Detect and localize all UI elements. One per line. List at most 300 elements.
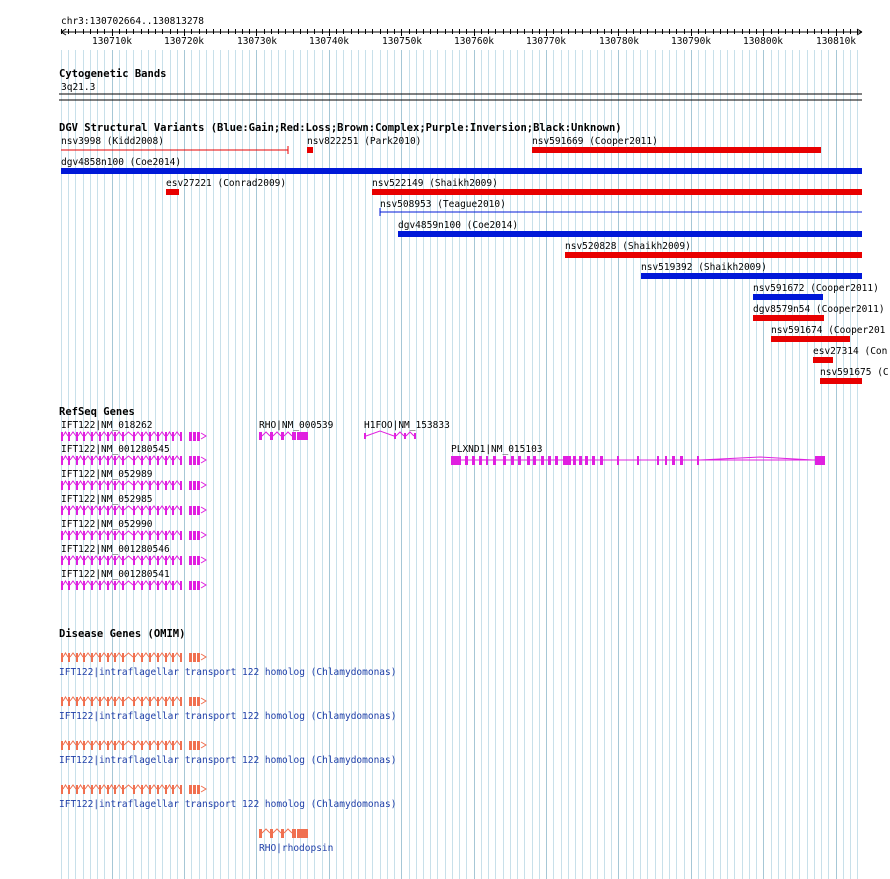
exon bbox=[617, 456, 619, 465]
exon bbox=[259, 829, 262, 838]
exon bbox=[197, 506, 200, 515]
exon bbox=[107, 556, 109, 565]
intron bbox=[124, 556, 133, 560]
exon bbox=[193, 581, 196, 590]
intron bbox=[135, 432, 141, 436]
exon bbox=[172, 653, 174, 662]
tick-label: 130760k bbox=[453, 36, 495, 47]
intron bbox=[93, 456, 99, 460]
exon bbox=[107, 785, 109, 794]
variant-label: nsv508953 (Teague2010) bbox=[380, 199, 506, 210]
intron bbox=[109, 506, 114, 510]
exon bbox=[107, 581, 109, 590]
exon bbox=[133, 581, 135, 590]
exon bbox=[76, 556, 78, 565]
exon bbox=[172, 456, 174, 465]
exon bbox=[149, 741, 151, 750]
dgv-variant[interactable] bbox=[307, 136, 421, 153]
exon bbox=[157, 556, 159, 565]
tick-label: 130770k bbox=[525, 36, 567, 47]
exon bbox=[141, 481, 143, 490]
exon bbox=[189, 432, 192, 441]
exon bbox=[76, 741, 78, 750]
track-title: Disease Genes (OMIM) bbox=[59, 628, 186, 640]
exon bbox=[189, 785, 192, 794]
exon bbox=[114, 481, 116, 490]
exon bbox=[99, 556, 101, 565]
intron bbox=[135, 531, 141, 535]
intron bbox=[109, 697, 114, 701]
track-title: DGV Structural Variants (Blue:Gain;Red:Loss;Brown:Complex;Purple:Inversion;Black:Unknown) bbox=[59, 122, 622, 134]
exon bbox=[83, 432, 85, 441]
intron bbox=[135, 741, 141, 745]
dgv-track[interactable] bbox=[59, 122, 889, 384]
tick-label: 130780k bbox=[598, 36, 640, 47]
exon bbox=[61, 506, 63, 515]
intron bbox=[124, 506, 133, 510]
exon bbox=[197, 697, 200, 706]
intron bbox=[63, 456, 68, 460]
dgv-variant[interactable] bbox=[372, 178, 862, 195]
intron bbox=[93, 653, 99, 657]
exon bbox=[197, 785, 200, 794]
exon bbox=[157, 653, 159, 662]
gene-label[interactable]: IFT122|intraflagellar transport 122 homolog (Chlamydomonas) bbox=[59, 667, 397, 678]
exon bbox=[83, 456, 85, 465]
intron bbox=[63, 506, 68, 510]
intron bbox=[124, 785, 133, 789]
intron bbox=[93, 697, 99, 701]
variant-bar bbox=[753, 294, 823, 300]
exon bbox=[165, 785, 167, 794]
gene-label[interactable]: RHO|rhodopsin bbox=[259, 843, 334, 854]
intron bbox=[78, 556, 83, 560]
exon bbox=[76, 785, 78, 794]
exon bbox=[189, 653, 192, 662]
exon bbox=[133, 741, 135, 750]
exon bbox=[165, 456, 167, 465]
exon bbox=[657, 456, 659, 465]
exon bbox=[697, 456, 699, 465]
variant-label: nsv591675 (C bbox=[820, 367, 889, 378]
gene-label: IFT122|NM_001280546 bbox=[61, 544, 170, 555]
variant-bar bbox=[753, 315, 824, 321]
variant-bar bbox=[307, 147, 313, 153]
intron bbox=[109, 581, 114, 585]
intron bbox=[151, 432, 157, 436]
intron bbox=[167, 697, 172, 701]
exon bbox=[165, 481, 167, 490]
exon bbox=[83, 556, 85, 565]
exon bbox=[141, 456, 143, 465]
exon bbox=[637, 456, 639, 465]
exon bbox=[197, 456, 200, 465]
gene-label: PLXND1|NM_015103 bbox=[451, 444, 543, 455]
exon bbox=[180, 481, 182, 490]
track-title: Cytogenetic Bands bbox=[59, 68, 167, 80]
exon bbox=[68, 653, 70, 662]
intron bbox=[151, 785, 157, 789]
exon bbox=[99, 785, 101, 794]
exon bbox=[114, 506, 116, 515]
exon bbox=[68, 506, 70, 515]
intron bbox=[63, 653, 68, 657]
exon bbox=[555, 456, 558, 465]
exon bbox=[180, 432, 182, 441]
exon bbox=[99, 531, 101, 540]
strand-arrow bbox=[201, 507, 206, 513]
intron bbox=[124, 456, 133, 460]
exon bbox=[180, 785, 182, 794]
intron bbox=[167, 653, 172, 657]
dgv-variant[interactable] bbox=[820, 367, 889, 384]
gene-glyph[interactable] bbox=[259, 829, 308, 838]
exon bbox=[107, 481, 109, 490]
exon bbox=[172, 785, 174, 794]
intron bbox=[63, 741, 68, 745]
dgv-variant[interactable] bbox=[753, 304, 885, 321]
exon bbox=[122, 653, 124, 662]
exon bbox=[114, 432, 116, 441]
intron bbox=[93, 741, 99, 745]
exon bbox=[189, 506, 192, 515]
exon bbox=[414, 433, 416, 439]
exon bbox=[493, 456, 496, 465]
intron bbox=[167, 432, 172, 436]
variant-bar bbox=[820, 378, 862, 384]
exon bbox=[91, 785, 93, 794]
exon bbox=[193, 653, 196, 662]
exon bbox=[180, 741, 182, 750]
tick-label: 130810k bbox=[815, 36, 857, 47]
tick-label: 130790k bbox=[670, 36, 712, 47]
exon bbox=[91, 556, 93, 565]
region-label: chr3:130702664..130813278 bbox=[61, 16, 204, 27]
exon bbox=[122, 581, 124, 590]
intron bbox=[63, 556, 68, 560]
intron bbox=[167, 506, 172, 510]
variant-bar bbox=[61, 168, 862, 174]
exon bbox=[503, 456, 506, 465]
exon bbox=[68, 456, 70, 465]
exon bbox=[573, 456, 576, 465]
exon bbox=[165, 432, 167, 441]
intron bbox=[135, 653, 141, 657]
exon bbox=[165, 531, 167, 540]
strand-arrow bbox=[201, 532, 206, 538]
intron bbox=[78, 697, 83, 701]
exon bbox=[122, 506, 124, 515]
variant-bar bbox=[398, 231, 862, 237]
exon bbox=[122, 531, 124, 540]
exon bbox=[189, 741, 192, 750]
refseq-track[interactable] bbox=[59, 406, 825, 590]
intron bbox=[151, 456, 157, 460]
exon bbox=[180, 456, 182, 465]
strand-arrow bbox=[201, 786, 206, 792]
exon bbox=[99, 456, 101, 465]
exon bbox=[61, 456, 63, 465]
exon bbox=[114, 785, 116, 794]
intron bbox=[78, 432, 83, 436]
exon bbox=[149, 481, 151, 490]
exon bbox=[270, 432, 273, 440]
gene-label: IFT122|NM_001280541 bbox=[61, 569, 170, 580]
exon bbox=[600, 456, 603, 465]
exon bbox=[541, 456, 544, 465]
exon bbox=[91, 432, 93, 441]
exon bbox=[157, 481, 159, 490]
tick-label: 130730k bbox=[236, 36, 278, 47]
exon bbox=[149, 697, 151, 706]
exon bbox=[189, 456, 192, 465]
exon bbox=[68, 481, 70, 490]
exon bbox=[149, 506, 151, 515]
strand-arrow bbox=[201, 698, 206, 704]
exon bbox=[61, 432, 63, 441]
variant-label: nsv822251 (Park2010) bbox=[307, 136, 422, 147]
exon bbox=[157, 531, 159, 540]
exon bbox=[99, 741, 101, 750]
intron bbox=[109, 785, 114, 789]
intron bbox=[135, 697, 141, 701]
variant-label: esv27314 (Con bbox=[813, 346, 888, 357]
gene-label: IFT122|NM_052985 bbox=[61, 494, 153, 505]
exon bbox=[189, 531, 192, 540]
exon bbox=[114, 531, 116, 540]
exon bbox=[91, 481, 93, 490]
exon bbox=[83, 785, 85, 794]
dgv-variant[interactable] bbox=[61, 157, 862, 174]
exon bbox=[83, 506, 85, 515]
intron bbox=[167, 481, 172, 485]
exon bbox=[197, 481, 200, 490]
exon bbox=[99, 581, 101, 590]
exon bbox=[193, 531, 196, 540]
exon bbox=[91, 697, 93, 706]
cytoband-label: 3q21.3 bbox=[61, 82, 96, 93]
exon bbox=[68, 556, 70, 565]
variant-bar bbox=[771, 336, 850, 342]
gene-glyph[interactable] bbox=[451, 456, 825, 465]
exon bbox=[157, 785, 159, 794]
intron bbox=[124, 581, 133, 585]
exon bbox=[133, 697, 135, 706]
exon bbox=[180, 531, 182, 540]
exon bbox=[197, 741, 200, 750]
exon bbox=[133, 785, 135, 794]
exon bbox=[83, 581, 85, 590]
variant-bar bbox=[565, 252, 862, 258]
exon bbox=[141, 432, 143, 441]
exon bbox=[83, 741, 85, 750]
exon bbox=[149, 456, 151, 465]
intron bbox=[273, 829, 281, 833]
exon bbox=[281, 432, 284, 440]
exon bbox=[141, 581, 143, 590]
exon bbox=[189, 581, 192, 590]
gene-glyph[interactable] bbox=[364, 431, 416, 439]
exon bbox=[172, 432, 174, 441]
intron bbox=[151, 481, 157, 485]
intron bbox=[93, 581, 99, 585]
exon bbox=[61, 481, 63, 490]
exon bbox=[99, 697, 101, 706]
intron bbox=[93, 556, 99, 560]
strand-arrow bbox=[201, 482, 206, 488]
exon bbox=[165, 556, 167, 565]
variant-label: nsv520828 (Shaikh2009) bbox=[565, 241, 691, 252]
exon bbox=[197, 556, 200, 565]
intron bbox=[124, 481, 133, 485]
gene-label: IFT122|NM_001280545 bbox=[61, 444, 170, 455]
exon bbox=[281, 829, 284, 838]
intron bbox=[167, 531, 172, 535]
variant-bar bbox=[372, 189, 862, 195]
intron bbox=[135, 556, 141, 560]
exon bbox=[193, 697, 196, 706]
strand-arrow bbox=[201, 557, 206, 563]
variant-bar bbox=[166, 189, 179, 195]
exon bbox=[107, 456, 109, 465]
intron bbox=[124, 697, 133, 701]
exon bbox=[585, 456, 588, 465]
exon bbox=[76, 481, 78, 490]
exon bbox=[527, 456, 530, 465]
exon bbox=[133, 481, 135, 490]
exon bbox=[292, 829, 296, 838]
ruler-tick-labels bbox=[92, 36, 856, 47]
variant-label: nsv3998 (Kidd2008) bbox=[61, 136, 164, 147]
variant-bar bbox=[813, 357, 833, 363]
intron bbox=[124, 432, 133, 436]
exon bbox=[193, 506, 196, 515]
exon bbox=[404, 433, 406, 439]
exon bbox=[180, 506, 182, 515]
exon bbox=[114, 741, 116, 750]
exon bbox=[99, 432, 101, 441]
strand-arrow bbox=[201, 582, 206, 588]
dgv-variant[interactable] bbox=[61, 136, 288, 154]
exon bbox=[107, 697, 109, 706]
exon bbox=[114, 697, 116, 706]
intron bbox=[124, 653, 133, 657]
exon bbox=[68, 741, 70, 750]
gene-label: IFT122|NM_052989 bbox=[61, 469, 153, 480]
gene-label[interactable]: IFT122|intraflagellar transport 122 homolog (Chlamydomonas) bbox=[59, 799, 397, 810]
dgv-variant[interactable] bbox=[771, 325, 886, 342]
exon bbox=[107, 741, 109, 750]
exon bbox=[149, 531, 151, 540]
exon bbox=[672, 456, 675, 465]
intron bbox=[167, 741, 172, 745]
exon bbox=[141, 531, 143, 540]
exon bbox=[91, 506, 93, 515]
exon bbox=[292, 432, 296, 440]
gene-glyph[interactable] bbox=[259, 432, 308, 440]
exon bbox=[165, 741, 167, 750]
exon bbox=[122, 785, 124, 794]
exon bbox=[91, 741, 93, 750]
exon bbox=[259, 432, 262, 440]
intron bbox=[151, 741, 157, 745]
intron bbox=[78, 741, 83, 745]
exon bbox=[141, 741, 143, 750]
omim-track[interactable] bbox=[59, 628, 396, 854]
exon bbox=[157, 432, 159, 441]
cytoband-track[interactable] bbox=[59, 68, 862, 100]
exon bbox=[141, 785, 143, 794]
exon bbox=[193, 785, 196, 794]
variant-label: esv27221 (Conrad2009) bbox=[166, 178, 287, 189]
intron bbox=[78, 531, 83, 535]
intron bbox=[78, 785, 83, 789]
exon bbox=[172, 556, 174, 565]
exon bbox=[189, 481, 192, 490]
exon bbox=[189, 556, 192, 565]
variant-label: nsv519392 (Shaikh2009) bbox=[641, 262, 767, 273]
intron bbox=[93, 785, 99, 789]
intron bbox=[124, 741, 133, 745]
intron bbox=[63, 785, 68, 789]
exon bbox=[122, 432, 124, 441]
variant-label: dgv4858n100 (Coe2014) bbox=[61, 157, 182, 168]
exon bbox=[394, 433, 396, 439]
intron bbox=[78, 506, 83, 510]
exon bbox=[172, 506, 174, 515]
exon bbox=[76, 456, 78, 465]
intron bbox=[151, 556, 157, 560]
exon bbox=[193, 481, 196, 490]
tick-label: 130800k bbox=[742, 36, 784, 47]
exon bbox=[83, 653, 85, 662]
intron bbox=[151, 531, 157, 535]
exon bbox=[76, 432, 78, 441]
exon bbox=[122, 481, 124, 490]
gene-label[interactable]: IFT122|intraflagellar transport 122 homolog (Chlamydomonas) bbox=[59, 711, 397, 722]
intron bbox=[109, 653, 114, 657]
gene-label[interactable]: IFT122|intraflagellar transport 122 homolog (Chlamydomonas) bbox=[59, 755, 397, 766]
tick-label: 130710k bbox=[91, 36, 133, 47]
intron bbox=[135, 481, 141, 485]
exon bbox=[68, 581, 70, 590]
ruler-track[interactable] bbox=[61, 16, 862, 47]
exon bbox=[511, 456, 514, 465]
tick-label: 130720k bbox=[163, 36, 205, 47]
exon bbox=[172, 481, 174, 490]
exon bbox=[165, 697, 167, 706]
exon bbox=[107, 432, 109, 441]
exon bbox=[114, 456, 116, 465]
exon bbox=[114, 556, 116, 565]
intron bbox=[93, 506, 99, 510]
exon bbox=[122, 697, 124, 706]
exon bbox=[91, 531, 93, 540]
exon bbox=[68, 432, 70, 441]
exon bbox=[172, 741, 174, 750]
gene-label: IFT122|NM_018262 bbox=[61, 420, 153, 431]
exon bbox=[165, 581, 167, 590]
intron bbox=[135, 785, 141, 789]
intron bbox=[63, 581, 68, 585]
variant-label: dgv8579n54 (Cooper2011) bbox=[753, 304, 885, 315]
intron bbox=[262, 432, 270, 436]
intron bbox=[151, 697, 157, 701]
dgv-variant[interactable] bbox=[753, 283, 879, 300]
exon bbox=[68, 697, 70, 706]
exon bbox=[197, 581, 200, 590]
exon bbox=[149, 653, 151, 662]
